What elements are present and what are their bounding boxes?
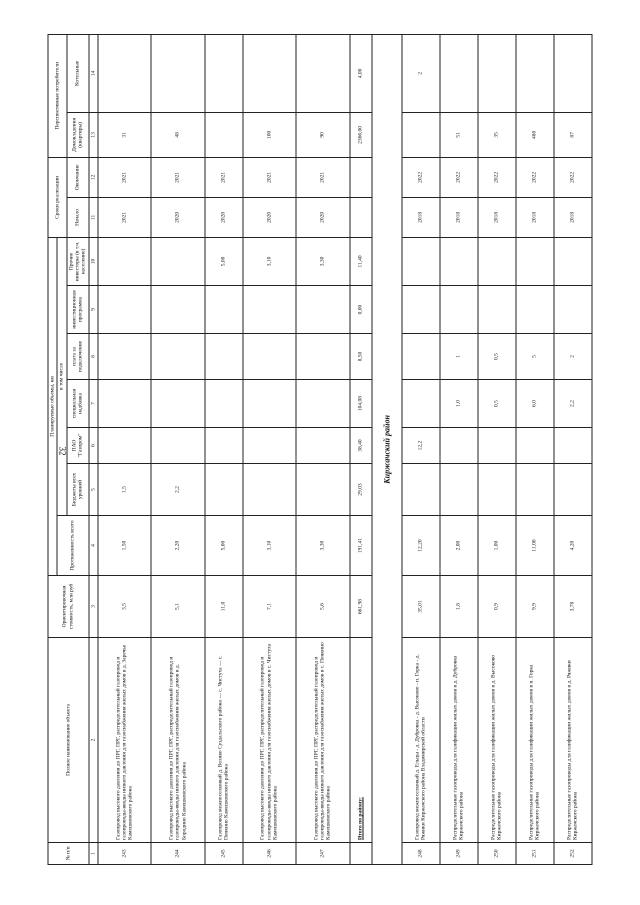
- row-households: 51: [440, 112, 478, 157]
- col-households: Домовладения (квартиры): [67, 112, 89, 157]
- row-cost: 5,6: [296, 576, 349, 638]
- row-start: 2018: [478, 197, 516, 237]
- row-length: 11,00: [516, 516, 554, 576]
- row-inv: [554, 286, 592, 334]
- total-budgets: 29,03: [350, 464, 373, 516]
- row-inv: [151, 286, 204, 334]
- row-length: 2,00: [440, 516, 478, 576]
- row-length: 1,50: [98, 516, 151, 576]
- row-fee: 0,5: [478, 334, 516, 380]
- row-end: 2022: [516, 157, 554, 197]
- total-inv: 0,00: [350, 286, 373, 334]
- col-name: Полное наименование объекта: [48, 638, 89, 843]
- table-total: [350, 34, 402, 864]
- row-pao: [516, 428, 554, 464]
- row-pao: [478, 428, 516, 464]
- row-spec: 1,0: [440, 380, 478, 428]
- row-start: 2018: [554, 197, 592, 237]
- table-row: [205, 34, 243, 864]
- row-name: Газопровод высокого давления до ПРГ, ПРГ, распределительный газопровод и газопроводы-вводы низкого давления для газоснабжения жилых домов в д. Заречье Камешковского района: [98, 638, 151, 843]
- total-length: 191,41: [350, 516, 373, 576]
- row-start: 2018: [440, 197, 478, 237]
- col-number-row: [89, 34, 98, 864]
- col-number: 3: [89, 576, 98, 638]
- row-length: 1,00: [478, 516, 516, 576]
- col-number: 13: [89, 112, 98, 157]
- row-name: Газопровод высокого давления до ПРГ, ПРГ, распределительный газопровод и газопроводы-вводы низкого давления для газоснабжения жилых домов в с. Чистуха Камешковского района: [243, 638, 296, 843]
- col-terms: Сроки реализации: [48, 157, 67, 237]
- row-spec: [151, 380, 204, 428]
- row-cost: 7,1: [243, 576, 296, 638]
- total-start: [350, 197, 373, 237]
- row-number: 250: [478, 843, 516, 865]
- row-spec: [296, 380, 349, 428]
- row-end: 2021: [296, 157, 349, 197]
- table-row: [516, 34, 554, 864]
- total-boilers: 4,00: [350, 34, 373, 112]
- row-budgets: [296, 464, 349, 516]
- row-other: [440, 237, 478, 285]
- row-households: [402, 112, 440, 157]
- row-budgets: [478, 464, 516, 516]
- row-cost: 35,01: [402, 576, 440, 638]
- col-inv: инвестиционная программа: [67, 286, 89, 334]
- col-number: 1: [89, 843, 98, 865]
- row-name: Распределительные газопроводы для газификации жилых домов в д. Ряжики Киржачского района: [554, 638, 592, 843]
- col-consumers: Перспективные потребители: [48, 34, 67, 157]
- total-spec: 104,08: [350, 380, 373, 428]
- row-fee: 1: [440, 334, 478, 380]
- row-other: [478, 237, 516, 285]
- row-number: 246: [243, 843, 296, 865]
- row-spec: 0,5: [478, 380, 516, 428]
- row-households: 31: [98, 112, 151, 157]
- row-boilers: [151, 34, 204, 112]
- row-inv: [98, 286, 151, 334]
- row-number: 245: [205, 843, 243, 865]
- row-start: 2020: [296, 197, 349, 237]
- row-start: 2020: [205, 197, 243, 237]
- total-cost: 661,98: [350, 576, 373, 638]
- col-pao: ПАО "Газпром": [67, 428, 89, 464]
- row-other: [98, 237, 151, 285]
- row-inv: [440, 286, 478, 334]
- row-pao: 12,2: [402, 428, 440, 464]
- row-budgets: [402, 464, 440, 516]
- row-other: 3,10: [243, 237, 296, 285]
- page-number: 32: [57, 446, 68, 456]
- row-boilers: 2: [402, 34, 440, 112]
- row-end: 2022: [440, 157, 478, 197]
- row-pao: [296, 428, 349, 464]
- row-boilers: [243, 34, 296, 112]
- row-inv: [243, 286, 296, 334]
- row-boilers: [554, 34, 592, 112]
- total-pao: 38,40: [350, 428, 373, 464]
- row-name: Газопровод высокого давления до ПРГ, ПРГ, распределительный газопровод и газопроводы-вводы низкого давления для газоснабжения жилых домов в д. Бородино Камешковского района: [151, 638, 204, 843]
- row-cost: 0,9: [478, 576, 516, 638]
- row-budgets: [440, 464, 478, 516]
- row-length: 12,20: [402, 516, 440, 576]
- row-boilers: [440, 34, 478, 112]
- row-cost: 1,8: [440, 576, 478, 638]
- row-spec: 6,0: [516, 380, 554, 428]
- row-fee: [296, 334, 349, 380]
- row-start: 2020: [151, 197, 204, 237]
- row-start: 2020: [243, 197, 296, 237]
- row-inv: [205, 286, 243, 334]
- row-pao: [205, 428, 243, 464]
- row-pao: [98, 428, 151, 464]
- row-budgets: 1,5: [98, 464, 151, 516]
- rotated-page: [48, 35, 593, 865]
- row-cost: 9,9: [516, 576, 554, 638]
- total-households: 2366,00: [350, 112, 373, 157]
- total-other: 11,40: [350, 237, 373, 285]
- row-inv: [478, 286, 516, 334]
- row-fee: [402, 334, 440, 380]
- table-row: [478, 34, 516, 864]
- row-end: 2022: [478, 157, 516, 197]
- row-number: 251: [516, 843, 554, 865]
- row-start: 2021: [98, 197, 151, 237]
- row-fee: 5: [516, 334, 554, 380]
- row-households: 87: [554, 112, 592, 157]
- col-number: 11: [89, 197, 98, 237]
- row-number: 252: [554, 843, 592, 865]
- row-length: 4,20: [554, 516, 592, 576]
- row-name: Газопровод высокого давления до ПРГ, ПРГ, распределительный газопровод и газопроводы-вводы низкого давления для газоснабжения жилых домов в с. Пенкино Камешковского района: [296, 638, 349, 843]
- total-label: Итого по району:: [350, 638, 373, 843]
- total-no-cell: [350, 843, 373, 865]
- col-incl: в том числе: [57, 237, 66, 515]
- row-pao: [151, 428, 204, 464]
- row-number: 249: [440, 843, 478, 865]
- row-number: 243: [98, 843, 151, 865]
- section-title: Киржачский район: [372, 34, 402, 864]
- row-end: 2022: [402, 157, 440, 197]
- row-households: 35: [478, 112, 516, 157]
- row-cost: 3,78: [554, 576, 592, 638]
- row-end: 2021: [151, 157, 204, 197]
- row-fee: [151, 334, 204, 380]
- col-number: 7: [89, 380, 98, 428]
- col-number: 12: [89, 157, 98, 197]
- table-row: [440, 34, 478, 864]
- col-number: 9: [89, 286, 98, 334]
- row-length: 2,20: [151, 516, 204, 576]
- row-number: 248: [402, 843, 440, 865]
- col-budgets: Бюджеты всех уровней: [67, 464, 89, 516]
- row-other: 3,30: [296, 237, 349, 285]
- row-other: [554, 237, 592, 285]
- row-households: [205, 112, 243, 157]
- table-row: [243, 34, 296, 864]
- total-fee: 8,50: [350, 334, 373, 380]
- row-end: 2022: [554, 157, 592, 197]
- row-end: 2021: [205, 157, 243, 197]
- row-inv: [296, 286, 349, 334]
- row-cost: 11,0: [205, 576, 243, 638]
- row-pao: [440, 428, 478, 464]
- row-boilers: [296, 34, 349, 112]
- row-pao: [554, 428, 592, 464]
- total-end: [350, 157, 373, 197]
- col-number: 8: [89, 334, 98, 380]
- total-row: [350, 34, 373, 864]
- row-other: [402, 237, 440, 285]
- table-body-kameshkovo: [98, 34, 350, 864]
- row-spec: [243, 380, 296, 428]
- col-cost: Ориентировочная стоимость, млн руб: [48, 576, 89, 638]
- row-households: 480: [516, 112, 554, 157]
- row-name: Распределительные газопроводы для газификации жилых домов в п. Горка Киржачского района: [516, 638, 554, 843]
- row-start: 2018: [402, 197, 440, 237]
- row-households: 90: [296, 112, 349, 157]
- row-inv: [516, 286, 554, 334]
- col-other: Прочие инвесторы (в т.ч. население): [67, 237, 89, 285]
- row-name: Распределительные газопроводы для газификации жилых домов в д. Высоково Киржачского района: [478, 638, 516, 843]
- row-name: Распределительные газопроводы для газификации жилых домов в д. Дубровка Киржачского района: [440, 638, 478, 843]
- col-number: 6: [89, 428, 98, 464]
- table-row: [98, 34, 151, 864]
- row-spec: 2,2: [554, 380, 592, 428]
- row-number: 247: [296, 843, 349, 865]
- row-other: [516, 237, 554, 285]
- section-row: [372, 34, 402, 864]
- row-boilers: [516, 34, 554, 112]
- col-planned: Планируемые объемы, км: [48, 237, 57, 575]
- gas-objects-table: [48, 34, 593, 865]
- row-name: Газопровод межпоселковый д. Ельцы - д. Дубровка - д. Высоково - п. Горка - д. Ряжики Киржачского района Владимирской области: [402, 638, 440, 843]
- row-length: 3,10: [243, 516, 296, 576]
- col-length-total: Протяженность всего: [57, 516, 88, 576]
- row-fee: 2: [554, 334, 592, 380]
- col-boilers: Котельные: [67, 34, 89, 112]
- row-length: 3,30: [296, 516, 349, 576]
- row-other: [151, 237, 204, 285]
- col-number: 10: [89, 237, 98, 285]
- row-budgets: [516, 464, 554, 516]
- col-no: № п/п: [48, 843, 89, 865]
- col-number: 4: [89, 516, 98, 576]
- table-row: [296, 34, 349, 864]
- row-fee: [205, 334, 243, 380]
- col-number: 14: [89, 34, 98, 112]
- row-budgets: [243, 464, 296, 516]
- row-inv: [402, 286, 440, 334]
- row-boilers: [478, 34, 516, 112]
- row-fee: [98, 334, 151, 380]
- row-name: Газопровод межпоселковый д. Велико Суздальского района — с. Чистуха — с. Пенкино Камешковского района: [205, 638, 243, 843]
- table-row: [151, 34, 204, 864]
- row-households: 48: [151, 112, 204, 157]
- col-number: 5: [89, 464, 98, 516]
- row-spec: [402, 380, 440, 428]
- row-end: 2021: [98, 157, 151, 197]
- table-row: [554, 34, 592, 864]
- row-length: 5,00: [205, 516, 243, 576]
- row-start: 2018: [516, 197, 554, 237]
- row-pao: [243, 428, 296, 464]
- row-spec: [205, 380, 243, 428]
- col-start: Начало: [67, 197, 89, 237]
- row-end: 2021: [243, 157, 296, 197]
- col-spec: специальная надбавка: [67, 380, 89, 428]
- row-budgets: 2,2: [151, 464, 204, 516]
- row-fee: [243, 334, 296, 380]
- table-body-kirzhach: [402, 34, 592, 864]
- row-boilers: [205, 34, 243, 112]
- col-fee: плата за подключение: [67, 334, 89, 380]
- col-number: 2: [89, 638, 98, 843]
- row-other: 5,00: [205, 237, 243, 285]
- row-number: 244: [151, 843, 204, 865]
- row-spec: [98, 380, 151, 428]
- row-budgets: [554, 464, 592, 516]
- row-cost: 3,5: [98, 576, 151, 638]
- table-row: [402, 34, 440, 864]
- row-households: 100: [243, 112, 296, 157]
- row-boilers: [98, 34, 151, 112]
- row-budgets: [205, 464, 243, 516]
- row-cost: 5,1: [151, 576, 204, 638]
- col-end: Окончание: [67, 157, 89, 197]
